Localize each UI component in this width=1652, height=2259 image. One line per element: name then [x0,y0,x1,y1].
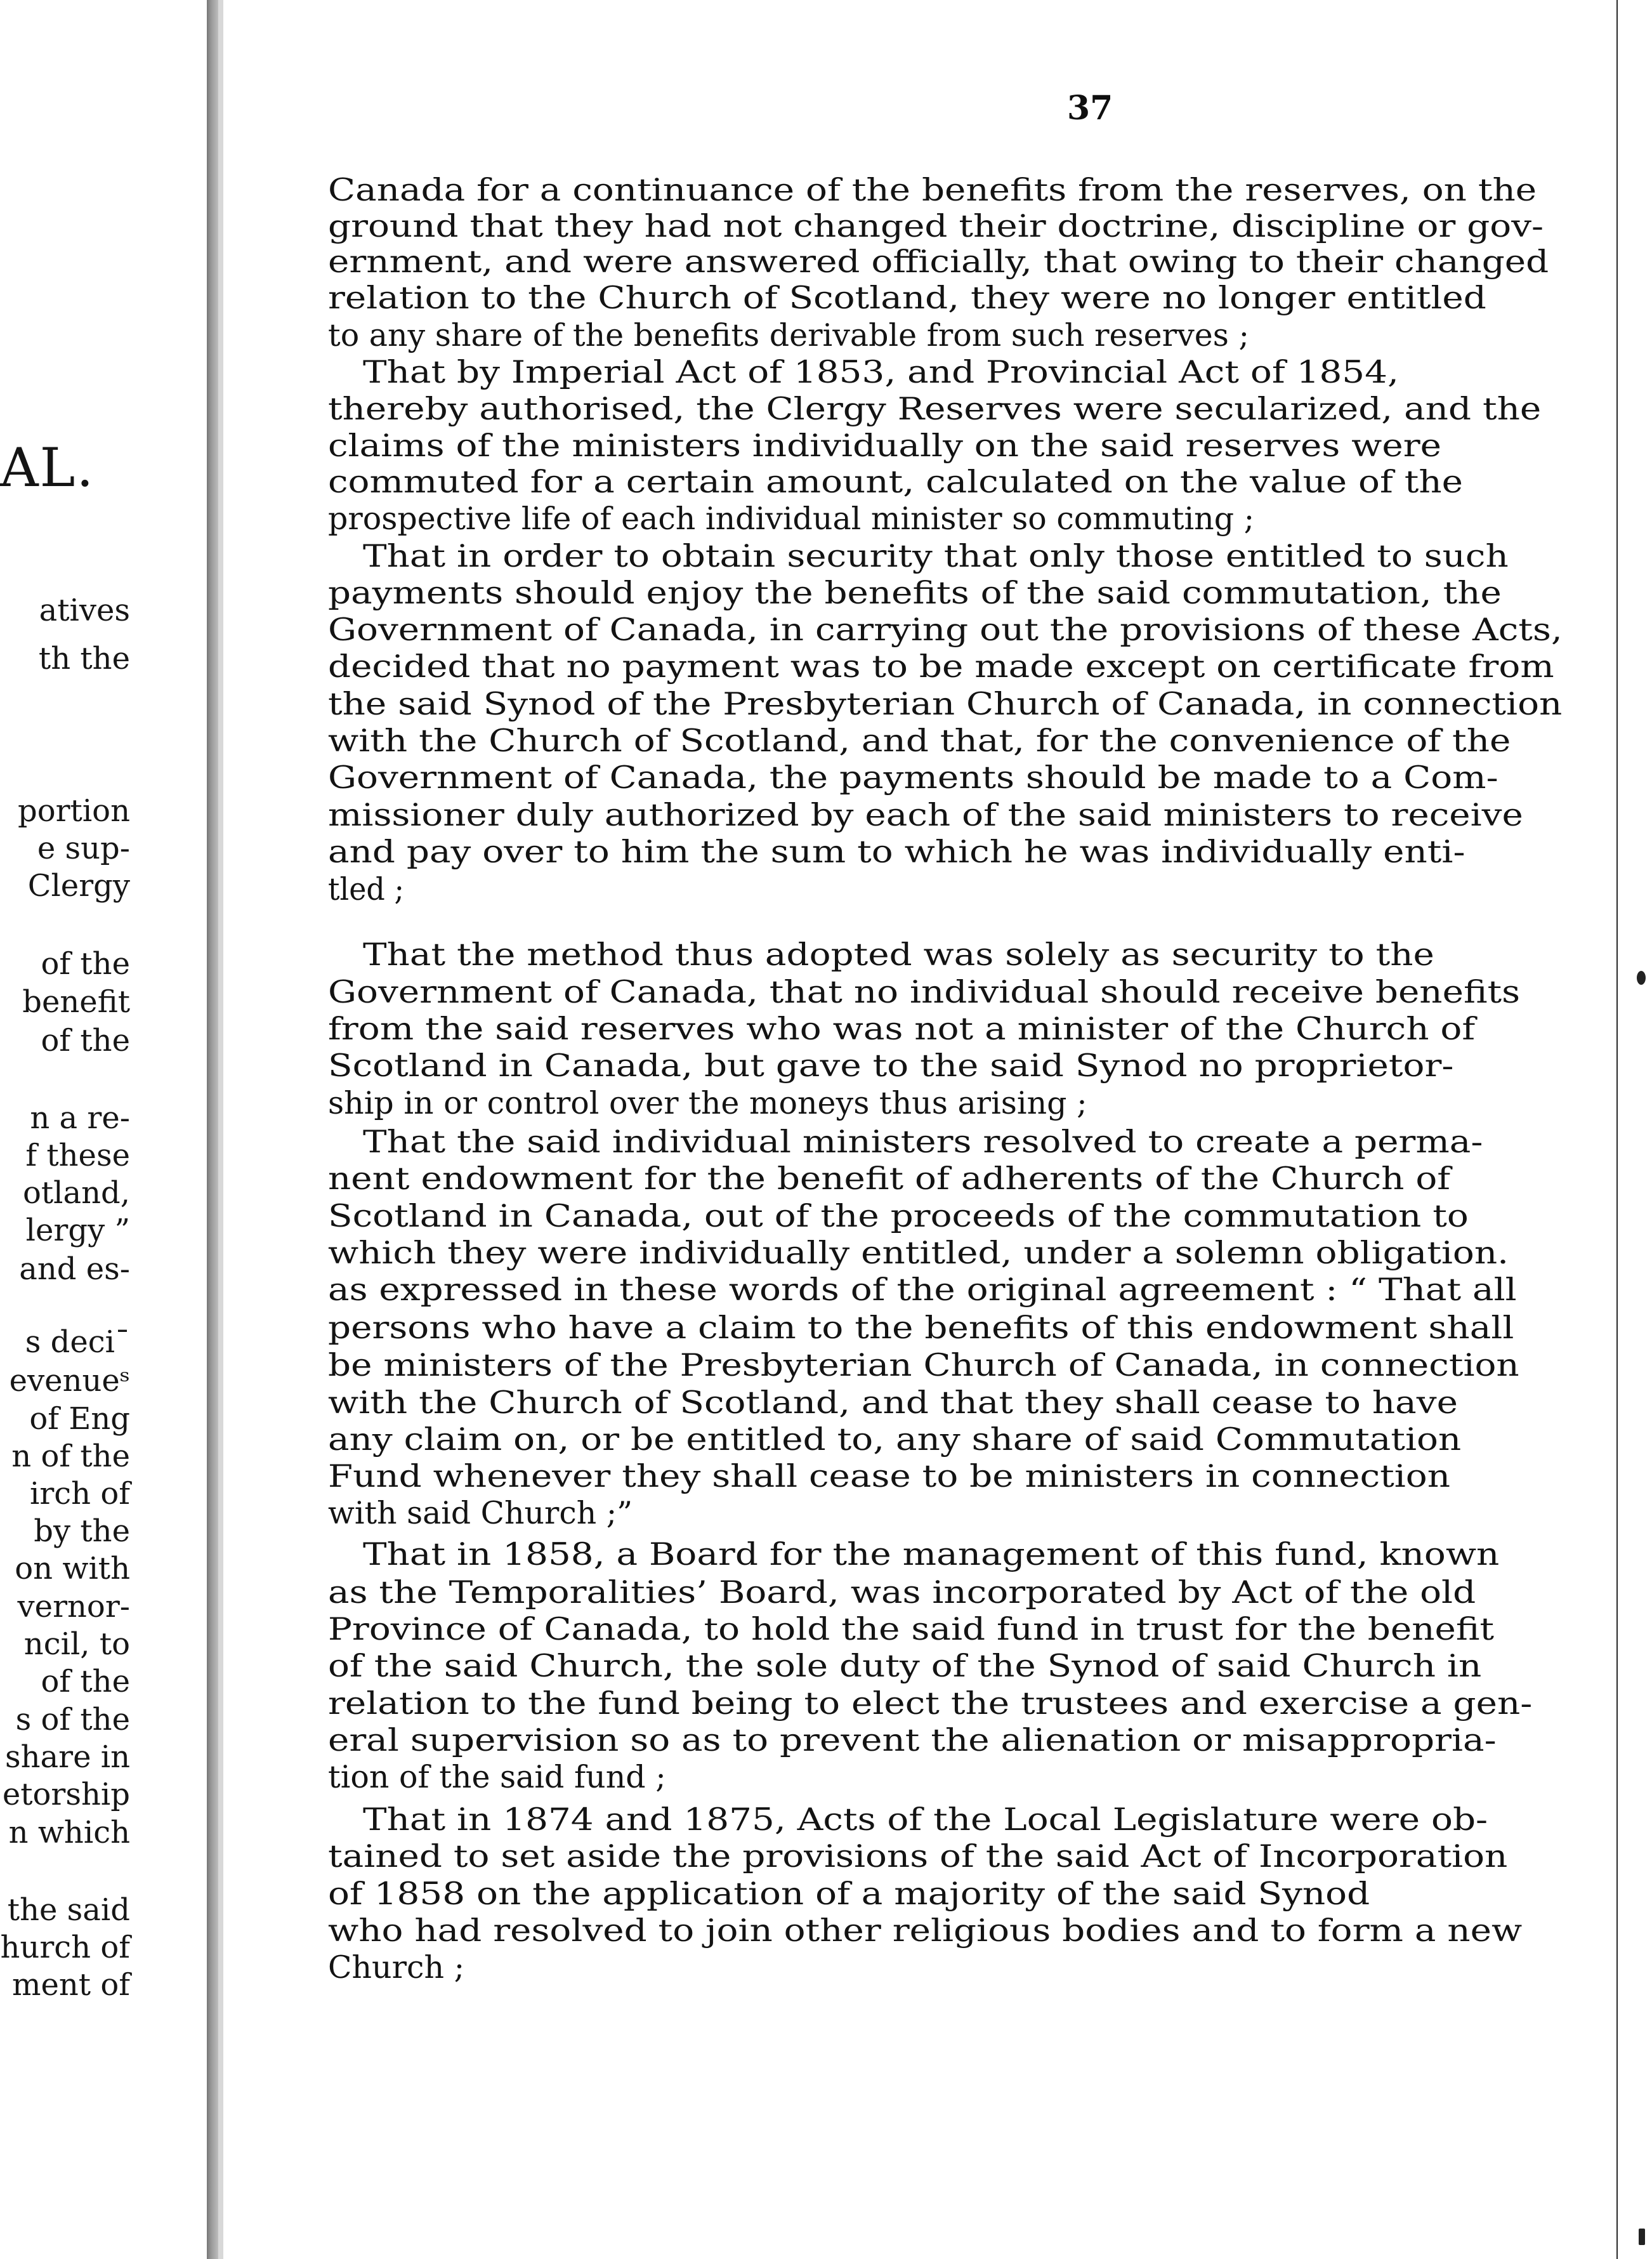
text-line: tion of the said fund ; [328,1759,666,1795]
text-line: to any share of the benefits derivable from such reserves ; [328,317,1250,353]
left-page-line: evenueˢ [9,1363,130,1399]
text-line: be ministers of the Presbyterian Church of Canada, in connection [328,1347,1519,1383]
left-page-fragment [0,0,197,2259]
text-line: Canada for a continuance of the benefits from the reserves, on the [328,172,1537,208]
text-line: missioner duly authorized by each of the said ministers to receive [328,797,1523,833]
text-line: Government of Canada, in carrying out the provisions of these Acts, [328,612,1563,648]
text-line: Fund whenever they shall cease to be ministers in connection [328,1458,1451,1494]
text-line: payments should enjoy the benefits of the said commutation, the [328,575,1502,611]
text-line: who had resolved to join other religious bodies and to form a new [328,1913,1523,1949]
left-page-line: irch of [29,1476,130,1511]
text-line: tained to set aside the provisions of the said Act of Incorporation [328,1838,1508,1874]
document-page [223,0,1623,2259]
scan-speck [1639,2229,1645,2245]
gutter-edge [218,0,223,2259]
left-page-line: hurch of [0,1930,130,1965]
left-page-line: s deci¯ [25,1324,130,1360]
text-line: That in 1874 and 1875, Acts of the Local Legislature were ob- [363,1801,1488,1838]
text-line: with the Church of Scotland, and that, for the convenience of the [328,723,1511,759]
left-page-line: n a re- [30,1100,130,1136]
book-gutter [207,0,218,2259]
text-line: any claim on, or be entitled to, any share of said Commutation [328,1421,1462,1458]
text-line: That in order to obtain security that only those entitled to such [363,538,1509,574]
left-page-line: otland, [22,1175,130,1211]
text-line: nent endowment for the benefit of adherents of the Church of [328,1161,1451,1197]
left-page-line: on with [15,1551,130,1586]
left-page-line: of the [41,946,130,982]
text-line: Government of Canada, that no individual should receive benefits [328,974,1521,1010]
left-page-line: atives [39,593,130,628]
text-line: commuted for a certain amount, calculated on the value of the [328,464,1464,500]
text-line: That the method thus adopted was solely as security to the [363,937,1434,973]
text-line: as expressed in these words of the original agreement : “ That all [328,1272,1517,1308]
left-page-heading: AL. [0,437,95,499]
left-page-line: n which [8,1815,130,1850]
left-page-line: lergy ” [25,1213,130,1248]
text-line: ernment, and were answered officially, that owing to their changed [328,244,1549,280]
text-line: relation to the Church of Scotland, they were no longer entitled [328,280,1486,316]
left-page-line: f these [25,1138,130,1173]
left-page-line: Clergy [27,868,130,904]
left-page-line: share in [4,1739,130,1775]
text-line: from the said reserves who was not a minister of the Church of [328,1011,1476,1047]
left-page-line: the said [7,1892,130,1928]
text-line: ground that they had not changed their doctrine, discipline or gov- [328,208,1544,244]
text-line: Church ; [328,1949,465,1986]
left-page-line: of the [41,1023,130,1058]
text-line: Scotland in Canada, but gave to the said Synod no proprietor- [328,1048,1454,1084]
text-line: ship in or control over the moneys thus arising ; [328,1085,1087,1121]
text-line: claims of the ministers individually on the said reserves were [328,428,1442,464]
left-page-line: etorship [2,1777,130,1812]
left-page-line: of the [41,1664,130,1699]
text-line: and pay over to him the sum to which he was individually enti- [328,834,1465,870]
text-line: Province of Canada, to hold the said fund in trust for the benefit [328,1611,1495,1647]
text-line: with said Church ;” [328,1495,633,1531]
left-page-line: and es- [19,1251,130,1287]
text-line: of the said Church, the sole duty of the Synod of said Church in [328,1648,1482,1684]
page-number: 37 [1067,89,1113,128]
left-page-line: ment of [11,1967,130,2003]
text-line: Scotland in Canada, out of the proceeds of the commutation to [328,1198,1469,1234]
text-line: which they were individually entitled, under a solemn obligation. [328,1235,1509,1271]
text-line: persons who have a claim to the benefits of this endowment shall [328,1310,1514,1346]
left-page-line: s of the [15,1702,130,1737]
text-line: relation to the fund being to elect the trustees and exercise a gen- [328,1685,1533,1722]
text-line: decided that no payment was to be made except on certificate from [328,649,1554,685]
right-margin [1618,0,1652,2259]
text-line: tled ; [328,871,405,907]
text-line: That by Imperial Act of 1853, and Provincial Act of 1854, [363,354,1399,390]
scan-speck [1637,971,1646,985]
left-page-line: e sup- [37,831,130,866]
left-page-line: portion [17,793,130,829]
text-line: prospective life of each individual minister so commuting ; [328,501,1255,537]
left-page-line: n of the [11,1439,130,1474]
left-page-line: ncil, to [23,1626,130,1662]
text-line: the said Synod of the Presbyterian Church of Canada, in connection [328,686,1563,722]
text-line: of 1858 on the application of a majority of the said Synod [328,1876,1370,1912]
text-line: That in 1858, a Board for the management of this fund, known [363,1536,1500,1572]
text-line: That the said individual ministers resolved to create a perma- [363,1124,1483,1160]
left-page-line: by the [34,1513,130,1549]
left-page-line: benefit [22,984,130,1020]
text-line: with the Church of Scotland, and that they shall cease to have [328,1385,1458,1421]
text-line: Government of Canada, the payments should be made to a Com- [328,760,1498,796]
left-page-line: vernor- [17,1589,130,1624]
text-line: eral supervision so as to prevent the alienation or misappropria- [328,1722,1497,1758]
text-line: as the Temporalities’ Board, was incorporated by Act of the old [328,1574,1476,1610]
text-line: thereby authorised, the Clergy Reserves were secularized, and the [328,391,1542,427]
left-page-line: of Eng [29,1401,130,1437]
left-page-line: th the [38,641,130,676]
